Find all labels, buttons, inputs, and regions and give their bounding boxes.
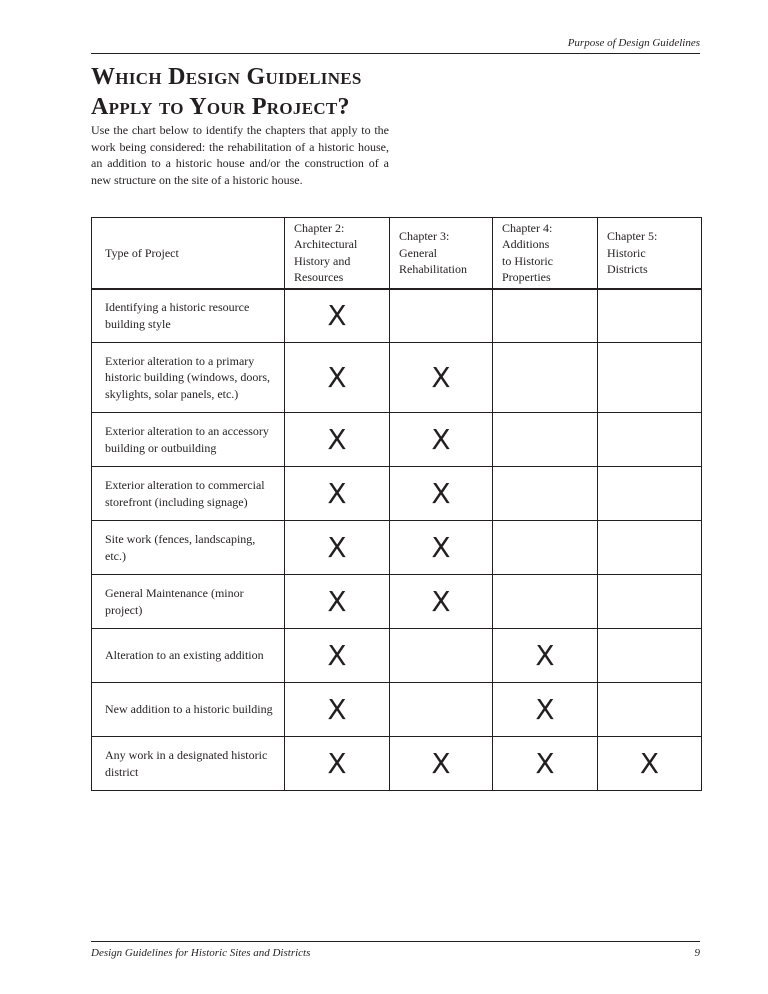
table-row xyxy=(92,575,702,629)
header-chapter-5 xyxy=(598,218,702,289)
table-row xyxy=(92,289,702,343)
chapter-4-mark xyxy=(493,521,598,575)
project-type-cell: Site work (fences, landscaping, etc.) xyxy=(92,521,285,575)
header-chapter-4-line: Properties xyxy=(502,270,551,285)
chapter-3-mark xyxy=(390,683,493,737)
chapter-5-mark xyxy=(598,289,702,343)
project-type-cell: Exterior alteration to an accessory building or outbuilding xyxy=(92,413,285,467)
chapter-3-mark: X xyxy=(390,413,493,467)
chapter-4-mark xyxy=(493,575,598,629)
table-header-row xyxy=(92,218,702,289)
guidelines-table xyxy=(91,217,702,791)
header-chapter-5-line: Districts xyxy=(607,262,648,276)
table-row xyxy=(92,343,702,413)
header-rule xyxy=(91,53,700,54)
chapter-5-mark xyxy=(598,343,702,413)
header-type-of-project: Type of Project xyxy=(92,218,285,289)
header-chapter-4-line: Additions xyxy=(502,237,550,252)
header-chapter-2-line: Architectural xyxy=(294,237,358,252)
project-type-cell: Any work in a designated historic district xyxy=(92,737,285,791)
title-line-2: Apply to Your Project? xyxy=(91,94,350,120)
header-chapter-3-line: Chapter 3: xyxy=(399,229,450,243)
chapter-5-mark xyxy=(598,629,702,683)
project-type-cell: New addition to a historic building xyxy=(92,683,285,737)
table-row xyxy=(92,737,702,791)
project-type-cell: General Maintenance (minor project) xyxy=(92,575,285,629)
header-chapter-5-line: Chapter 5: xyxy=(607,229,658,243)
table-row xyxy=(92,683,702,737)
chapter-2-mark: X xyxy=(285,575,390,629)
project-type-cell: Exterior alteration to a primary historic building (windows, doors, skylights, solar panels, etc.) xyxy=(92,343,285,413)
chapter-3-mark xyxy=(390,629,493,683)
header-chapter-2 xyxy=(285,218,390,289)
chapter-2-mark: X xyxy=(285,683,390,737)
chapter-4-mark xyxy=(493,413,598,467)
chapter-4-mark xyxy=(493,467,598,521)
page-title xyxy=(91,62,411,122)
header-chapter-5-line: Historic xyxy=(607,245,646,260)
chapter-3-mark: X xyxy=(390,343,493,413)
header-chapter-4 xyxy=(493,218,598,289)
table-row xyxy=(92,521,702,575)
footer-rule xyxy=(91,941,700,942)
chapter-2-mark: X xyxy=(285,413,390,467)
chapter-3-mark: X xyxy=(390,467,493,521)
intro-paragraph: Use the chart below to identify the chapters that apply to the work being considered: the rehabilitation of a historic house, an addition to a historic house and/or the construction of a new structure on the site of a historic house. xyxy=(91,123,389,187)
footer-title: Design Guidelines for Historic Sites and Districts xyxy=(91,947,311,959)
chapter-5-mark xyxy=(598,575,702,629)
chapter-2-mark: X xyxy=(285,521,390,575)
header-chapter-4-line: to Historic xyxy=(502,253,553,268)
chapter-4-mark: X xyxy=(493,737,598,791)
chapter-4-mark xyxy=(493,343,598,413)
chapter-2-mark: X xyxy=(285,629,390,683)
header-chapter-2-line: Resources xyxy=(294,270,344,285)
chapter-3-mark: X xyxy=(390,575,493,629)
chapter-3-mark: X xyxy=(390,737,493,791)
table-row xyxy=(92,467,702,521)
chapter-2-mark: X xyxy=(285,343,390,413)
chapter-4-mark: X xyxy=(493,629,598,683)
project-type-cell: Exterior alteration to commercial storefront (including signage) xyxy=(92,467,285,521)
running-head: Purpose of Design Guidelines xyxy=(567,37,700,49)
chapter-3-mark: X xyxy=(390,521,493,575)
header-chapter-2-line: History and xyxy=(294,253,351,268)
header-chapter-3 xyxy=(390,218,493,289)
chapter-5-mark: X xyxy=(598,737,702,791)
chapter-5-mark xyxy=(598,683,702,737)
chapter-3-mark xyxy=(390,289,493,343)
chapter-4-mark: X xyxy=(493,683,598,737)
chapter-2-mark: X xyxy=(285,737,390,791)
table-row xyxy=(92,413,702,467)
chapter-2-mark: X xyxy=(285,289,390,343)
chapter-5-mark xyxy=(598,521,702,575)
chapter-5-mark xyxy=(598,467,702,521)
chapter-2-mark: X xyxy=(285,467,390,521)
table-row xyxy=(92,629,702,683)
project-type-cell: Alteration to an existing addition xyxy=(92,629,285,683)
chapter-4-mark xyxy=(493,289,598,343)
header-chapter-3-line: General xyxy=(399,245,437,260)
header-chapter-3-line: Rehabilitation xyxy=(399,262,467,276)
page-number: 9 xyxy=(694,947,700,959)
chapter-5-mark xyxy=(598,413,702,467)
header-chapter-2-line: Chapter 2: xyxy=(294,220,345,235)
header-chapter-4-line: Chapter 4: xyxy=(502,220,553,235)
title-line-1: Which Design Guidelines xyxy=(91,64,362,90)
project-type-cell: Identifying a historic resource building style xyxy=(92,289,285,343)
